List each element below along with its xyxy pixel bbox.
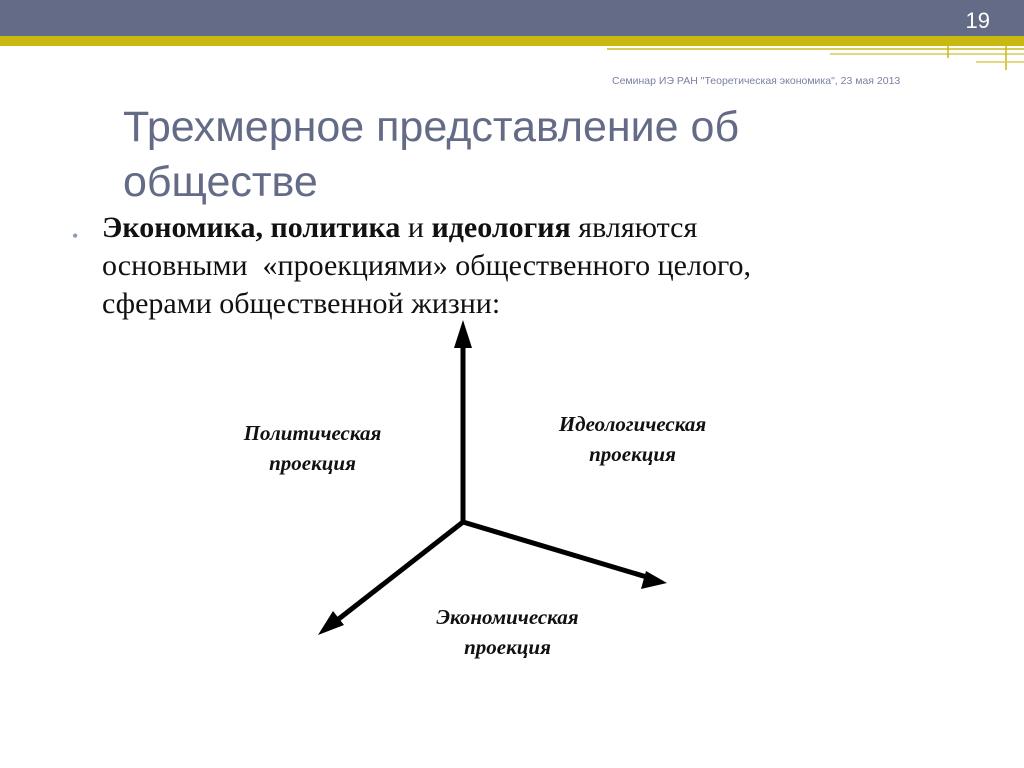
bullet-line-3: сферами общественной жизни: <box>102 287 501 320</box>
political-label-line-2: проекция <box>269 451 356 475</box>
economic-label-line-1: Экономическая <box>436 605 579 629</box>
political-label-line-1: Политическая <box>243 421 382 445</box>
term-economy: Экономика <box>102 211 256 244</box>
ideological-arrowhead <box>641 571 667 589</box>
bullet-dot-icon: • <box>72 226 79 246</box>
term-conjunction: и <box>400 211 432 244</box>
vertical-arrowhead <box>454 320 472 348</box>
ideological-axis <box>463 522 650 578</box>
ideological-label-line-1: Идеологическая <box>558 412 707 436</box>
slide-number: 19 <box>965 8 990 33</box>
ideological-projection-label <box>515 409 750 469</box>
title-line-2: обществе <box>123 158 318 206</box>
economic-projection-label <box>395 602 620 662</box>
ideological-label-line-2: проекция <box>589 442 676 466</box>
bullet-line-2: основными «проекциями» общественного целого, <box>102 249 752 282</box>
term-politics: политика <box>270 211 401 244</box>
political-projection-label <box>205 418 420 478</box>
economic-label-line-2: проекция <box>464 635 551 659</box>
seminar-note: Семинар ИЭ РАН "Теоретическая экономика", 23 мая 2013 <box>612 75 901 87</box>
term-ideology: идеология <box>431 211 571 244</box>
title-line-1: Трехмерное представление об <box>123 103 740 151</box>
bullet-line-1-rest: являются <box>570 211 698 244</box>
economic-arrowhead <box>318 611 344 635</box>
term-separator: , <box>255 211 264 244</box>
